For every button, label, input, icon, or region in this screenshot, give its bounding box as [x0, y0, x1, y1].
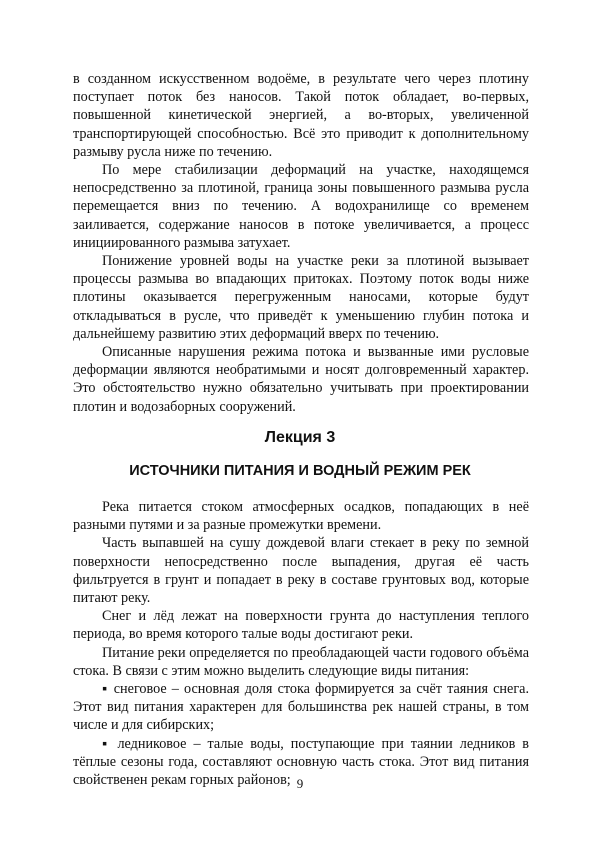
section-title: ИСТОЧНИКИ ПИТАНИЯ И ВОДНЫЙ РЕЖИМ РЕК — [129, 463, 471, 479]
paragraph: в созданном искусственном водоёме, в результате чего через плотину поступает поток без наносов. Такой поток обладает, во-первых, повышенной кинетической энергией, а во-вторых, увеличенной транспортирующей способностью. Всё это приводит к дополнительному размыву русла ниже по течению. — [73, 71, 529, 160]
paragraph: Часть выпавшей на сушу дождевой влаги стекает в реку по земной поверхности непосредственно после выпадения, другая её часть фильтруется в грунт и попадает в реку в составе грунтовых вод, которые питают реку. — [73, 535, 529, 607]
body-text-bottom — [73, 498, 529, 789]
paragraph: Описанные нарушения режима потока и вызванные ими русловые деформации являются необратимыми и носят долговременный характер. Это обстоятельство нужно обязательно учитывать при проектировании плотин и водозаборных сооружений. — [73, 344, 529, 415]
page-number: 9 — [296, 776, 304, 791]
paragraph: Питание реки определяется по преобладающей части годового объёма стока. В связи с этим можно выделить следующие виды питания: — [73, 644, 529, 679]
paragraph: Река питается стоком атмосферных осадков, попадающих в неё разными путями и за разные промежутки времени. — [73, 499, 529, 534]
paragraph: Снег и лёд лежат на поверхности грунта до наступления теплого периода, во время которого талые воды достигают реки. — [73, 608, 529, 643]
paragraph: По мере стабилизации деформаций на участке, находящемся непосредственно за плотиной, граница зоны повышенного размыва русла перемещается вниз по течению. А водохранилище со временем заиливается, содержание наносов в потоке увеличивается, а процесс инициированного размыва затухает. — [73, 162, 529, 251]
lecture-heading: Лекция 3 — [264, 429, 336, 446]
paragraph: Понижение уровней воды на участке реки за плотиной вызывает процессы размыва во впадающих притоках. Поэтому поток воды ниже плотины оказывается перегруженным наносами, которые будут откладываться в русле, что приведёт к уменьшению глубин потока и дальнейшему развитию этих деформаций вверх по течению. — [73, 253, 529, 342]
list-item: ▪ ледниковое – талые воды, поступающие при таянии ледников в тёплые сезоны года, составляют основную часть стока. Этот вид питания свойственен рекам горных районов; — [73, 735, 529, 789]
list-item: ▪ снеговое – основная доля стока формируется за счёт таяния снега. Этот вид питания характерен для большинства рек нашей страны, в том числе и для сибирских; — [73, 681, 529, 734]
body-text-top — [73, 70, 529, 416]
